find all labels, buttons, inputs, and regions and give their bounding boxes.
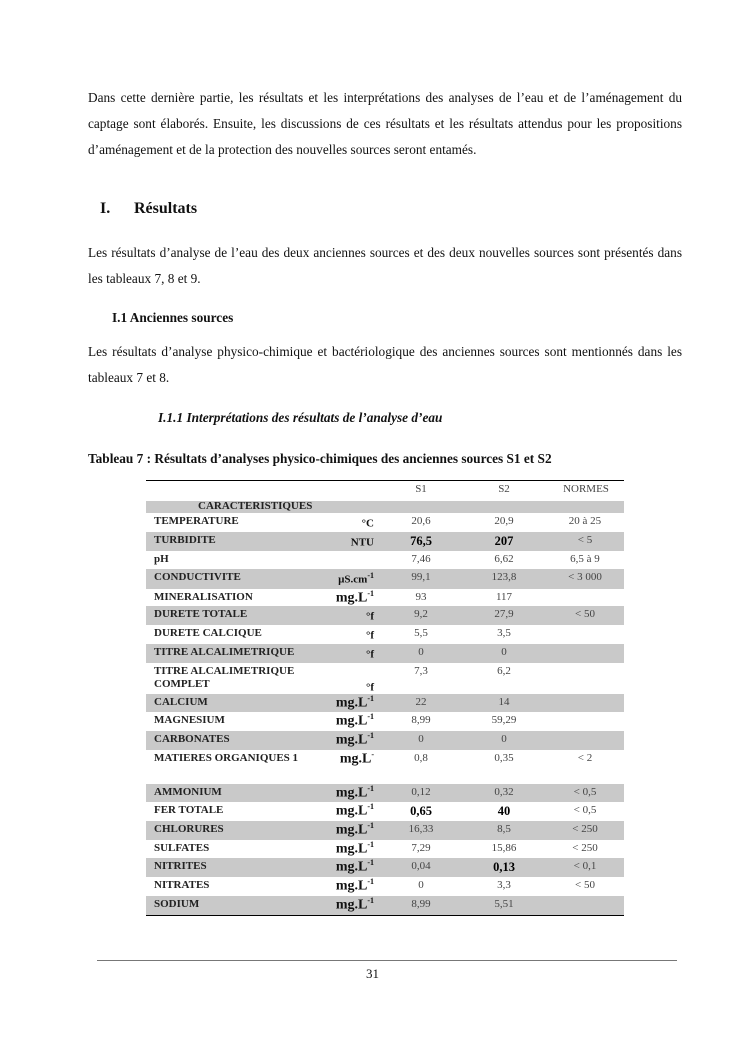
row-unit (336, 589, 374, 607)
table-row (146, 551, 624, 569)
table-row (146, 896, 624, 915)
table-row (146, 840, 624, 858)
intro-paragraph: Dans cette dernière partie, les résultats et les interprétations des analyses de l’eau et de l’aménagement du captage sont élaborés. Ensuite, les discussions de ces résultats et les résultats attendus pour les propositions d’aménagement et de la protection des nouvelles sources seront entamés. (88, 90, 682, 157)
row-name: MAGNESIUM (154, 714, 225, 726)
value-s1: 22 (415, 696, 427, 708)
row-unit (336, 802, 374, 820)
value-s1: 0,8 (414, 752, 428, 764)
value-s2: 0 (501, 646, 507, 658)
unit-exponent: -1 (367, 731, 374, 740)
row-name: MATIERES ORGANIQUES 1 (154, 752, 299, 764)
value-s2: 6,62 (494, 553, 514, 565)
value-s1: 20,6 (411, 515, 431, 527)
value-s2: 27,9 (494, 608, 514, 620)
unit-exponent: -1 (367, 877, 374, 886)
header-characteristics: CARACTERISTIQUES (198, 500, 313, 512)
table-row (146, 694, 624, 712)
value-s2: 20,9 (494, 515, 514, 527)
value-norme: < 50 (575, 608, 595, 620)
value-norme: < 250 (572, 842, 598, 854)
value-norme: < 0,5 (573, 804, 597, 816)
value-s1: 76,5 (410, 534, 432, 548)
value-s2: 14 (498, 696, 510, 708)
row-name: DURETE CALCIQUE (154, 627, 262, 639)
header-s1: S1 (415, 483, 427, 495)
value-norme: 6,5 à 9 (570, 553, 600, 565)
unit-text: °C (361, 517, 374, 530)
table-row (146, 513, 624, 532)
old-sources-paragraph: Les résultats d’analyse physico-chimique et bactériologique des anciennes sources sont mentionnés dans les tableaux 7 et 8. (88, 344, 682, 385)
row-unit (336, 694, 374, 712)
unit-text: mg.L (335, 695, 368, 711)
value-norme: 20 à 25 (568, 515, 602, 527)
table-row (146, 663, 624, 694)
unit-exponent: -1 (367, 589, 374, 598)
page-number: 31 (366, 966, 379, 981)
unit-text: mg.L (335, 859, 368, 875)
value-s2: 5,51 (494, 898, 514, 910)
section-number: I. (100, 200, 111, 217)
table-row (146, 821, 624, 840)
value-s2: 40 (497, 804, 511, 818)
results-table (146, 480, 624, 916)
section-title: Résultats (134, 200, 198, 217)
unit-text: µS.cm (338, 573, 368, 586)
row-name: NITRATES (154, 879, 210, 891)
row-name: TURBIDITE (154, 534, 216, 546)
row-name: DURETE TOTALE (154, 608, 248, 620)
table-row (146, 750, 624, 784)
value-s1: 9,2 (414, 608, 428, 620)
table-row (146, 802, 624, 821)
table-header-row (146, 481, 624, 501)
table-row (146, 731, 624, 750)
value-s2: 123,8 (491, 571, 517, 583)
unit-exponent: -1 (367, 840, 374, 849)
unit-text: °f (365, 648, 374, 661)
unit-text: mg.L (335, 822, 368, 838)
value-s1: 7,46 (411, 553, 431, 565)
unit-exponent: -1 (367, 896, 374, 905)
value-s1: 8,99 (411, 898, 431, 910)
row-unit (366, 646, 374, 661)
value-s1: 7,29 (411, 842, 431, 854)
subsubsection-heading: I.1.1 Interprétations des résultats de l’analyse d’eau (158, 410, 443, 425)
row-unit (351, 534, 374, 549)
value-s1: 7,3 (414, 665, 428, 677)
unit-text: NTU (350, 536, 374, 549)
row-name: CALCIUM (154, 696, 208, 708)
row-unit (366, 627, 374, 642)
value-s1: 93 (415, 591, 427, 603)
unit-text: mg.L (339, 751, 372, 767)
header-s2: S2 (498, 483, 510, 495)
value-s2: 59,29 (491, 714, 517, 726)
unit-exponent: -1 (367, 571, 374, 580)
value-norme: < 0,5 (573, 786, 597, 798)
row-name: SULFATES (154, 842, 210, 854)
value-s2: 0,32 (494, 786, 514, 798)
row-unit (366, 608, 374, 623)
row-unit (336, 840, 374, 858)
unit-text: mg.L (335, 803, 368, 819)
header-normes: NORMES (563, 483, 609, 495)
unit-text: mg.L (335, 878, 368, 894)
unit-exponent: -1 (367, 802, 374, 811)
row-unit (336, 784, 374, 802)
table-row (146, 532, 624, 551)
value-s2: 0 (501, 733, 507, 745)
table-caption: Tableau 7 : Résultats d’analyses physico-chimiques des anciennes sources S1 et S2 (88, 451, 552, 466)
value-s2: 3,3 (497, 879, 511, 891)
row-name: TITRE ALCALIMETRIQUE (154, 646, 295, 658)
value-s1: 0,04 (411, 860, 431, 872)
table-row (146, 589, 624, 606)
subsection-heading: I.1 Anciennes sources (112, 310, 234, 325)
row-unit (366, 679, 374, 694)
table-row (146, 784, 624, 802)
unit-exponent: -1 (367, 858, 374, 867)
results-paragraph: Les résultats d’analyse de l’eau des deux anciennes sources et des deux nouvelles sources sont présentés dans les tableaux 7, 8 et 9. (88, 245, 682, 286)
value-s1: 0 (418, 879, 424, 891)
value-norme: < 0,1 (573, 860, 597, 872)
value-s1: 8,99 (411, 714, 431, 726)
value-norme: < 250 (572, 823, 598, 835)
value-s2: 117 (495, 591, 513, 603)
row-name: CONDUCTIVITE (154, 571, 241, 583)
characteristics-row (146, 501, 624, 513)
value-s1: 5,5 (414, 627, 428, 639)
row-name: NITRITES (154, 860, 207, 872)
value-s2: 3,5 (497, 627, 511, 639)
table-row (146, 625, 624, 644)
section-heading (100, 200, 197, 218)
row-name: TITRE ALCALIMETRIQUE COMPLET (154, 665, 295, 690)
row-unit (340, 750, 374, 768)
value-s2: 15,86 (491, 842, 517, 854)
row-unit (336, 712, 374, 730)
unit-text: mg.L (335, 897, 368, 913)
row-unit (336, 858, 374, 876)
value-s1: 16,33 (408, 823, 434, 835)
row-unit (338, 571, 374, 586)
row-unit (362, 515, 374, 530)
row-unit (336, 821, 374, 839)
unit-text: mg.L (335, 785, 368, 801)
value-s2: 0,35 (494, 752, 514, 764)
table-row (146, 606, 624, 625)
table-row (146, 644, 624, 663)
table-row (146, 858, 624, 877)
row-name: TEMPERATURE (154, 515, 239, 527)
row-unit (336, 877, 374, 895)
unit-text: mg.L (335, 841, 368, 857)
value-s1: 0,12 (411, 786, 431, 798)
unit-text: °f (365, 681, 374, 694)
value-norme: < 5 (577, 534, 593, 546)
table-row (146, 712, 624, 731)
unit-exponent: -1 (367, 821, 374, 830)
footer-rule (97, 960, 677, 961)
row-unit (336, 731, 374, 749)
value-s1: 0,65 (410, 804, 432, 818)
unit-exponent: -1 (367, 694, 374, 703)
value-s2: 0,13 (493, 860, 515, 874)
unit-text: mg.L (335, 713, 368, 729)
unit-text: mg.L (335, 590, 368, 606)
row-name: AMMONIUM (154, 786, 222, 798)
unit-text: mg.L (335, 732, 368, 748)
value-s2: 207 (494, 534, 514, 548)
unit-exponent: -1 (367, 712, 374, 721)
row-name: SODIUM (154, 898, 200, 910)
row-name: FER TOTALE (154, 804, 224, 816)
value-s1: 0 (418, 646, 424, 658)
unit-text: °f (365, 629, 374, 642)
value-s2: 8,5 (497, 823, 511, 835)
row-unit (336, 896, 374, 914)
unit-exponent: -1 (367, 784, 374, 793)
value-norme: < 2 (577, 752, 593, 764)
unit-text: °f (365, 610, 374, 623)
value-norme: < 3 000 (568, 571, 602, 583)
value-s1: 0 (418, 733, 424, 745)
unit-exponent: - (371, 750, 374, 759)
table-row (146, 877, 624, 896)
value-norme: < 50 (575, 879, 595, 891)
value-s1: 99,1 (411, 571, 431, 583)
value-s2: 6,2 (497, 665, 511, 677)
row-name: CARBONATES (154, 733, 230, 745)
row-name: pH (154, 553, 169, 565)
row-name: CHLORURES (154, 823, 224, 835)
table-row (146, 569, 624, 589)
row-name: MINERALISATION (154, 591, 253, 603)
